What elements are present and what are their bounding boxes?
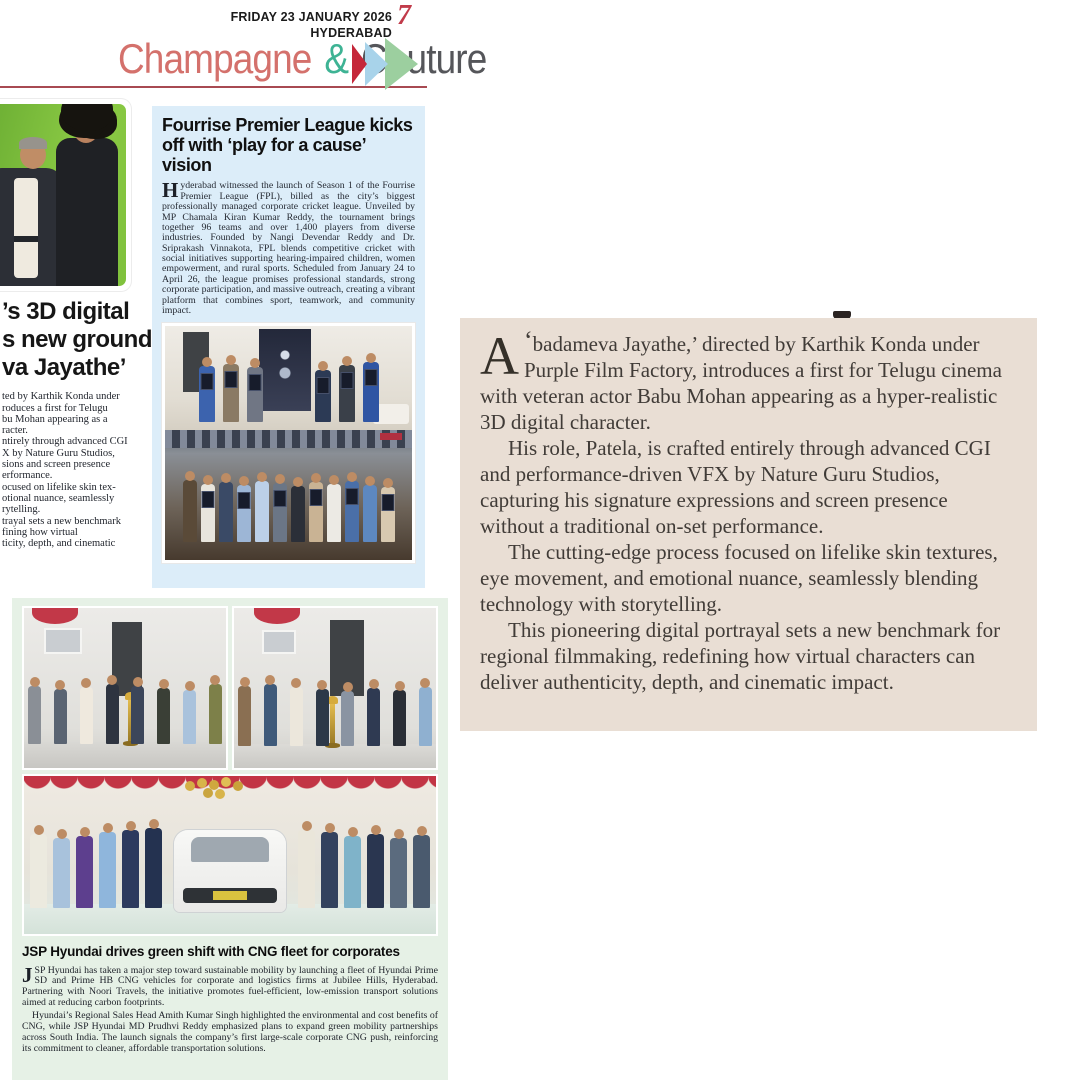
article-body: Hyderabad witnessed the launch of Season 1 of the Fourrise Premier League (FPL), billed as the city’s biggest professionally managed corporate cricket league. Unveiled by MP Chamala Kiran Kumar Reddy, the tournament brings together 96 teams and over 1,400 players from diverse industries. Founded by Nangi Devendar Reddy and Dr. Sriprakash Vinnakota, FPL blends competitive cricket with social initiatives supporting hearing-impaired children, women empowerment, and rural sports. Scheduled from January 24 to April 26, the league promises professional standards, strong corporate participation, and massive outreach, creating a vibrant platform that combines sport, teamwork, and community impact. xyxy=(162,178,415,316)
arrow-blue-icon xyxy=(365,42,388,86)
person-figure xyxy=(327,484,341,542)
feature-paragraph-1: ‘ A badameva Jayathe,’ directed by Karthik Konda under Purple Film Factory, introduces a first for Telugu cinema with veteran actor Babu Mohan appearing as a hyper-realistic 3D digital character. xyxy=(480,326,1002,434)
person-figure xyxy=(309,482,323,542)
date-line: FRIDAY 23 JANUARY 2026 xyxy=(230,10,392,24)
photo-green-screen xyxy=(0,99,131,291)
windshield xyxy=(191,837,269,862)
photo-row xyxy=(22,606,438,770)
poster xyxy=(274,491,285,506)
poster xyxy=(310,490,321,505)
poster xyxy=(346,489,357,504)
article-hyundai xyxy=(12,598,448,1080)
person-figure xyxy=(321,832,338,908)
poster xyxy=(201,374,212,389)
person-figure xyxy=(247,367,263,422)
person-figure xyxy=(201,484,215,542)
drape-scallops xyxy=(24,776,436,794)
dropcap: H xyxy=(162,178,179,203)
person-figure xyxy=(145,828,162,908)
poster xyxy=(238,493,249,508)
person-figure xyxy=(273,483,287,542)
person-figure xyxy=(390,838,407,908)
person-figure xyxy=(315,370,331,422)
person-figure xyxy=(419,687,432,746)
photo-green-screen-content xyxy=(0,104,126,286)
article-body-p2: Hyundai’s Regional Sales Head Amith Kumar Singh highlighted the environmental and cost benefits of CNG, while JSP Hyundai MD Prudhvi Reddy emphasized plans to expand green mobility partnerships across South India. The launch signals the company’s first large-scale corporate CNG push, reinforcing its commitment to cleaner, affordable transportation solutions. xyxy=(22,1010,438,1055)
curly-hair xyxy=(61,104,113,131)
drape xyxy=(32,606,78,624)
photo-showroom-left xyxy=(22,606,228,770)
person-figure xyxy=(363,362,379,422)
poster xyxy=(249,375,260,390)
person-figure xyxy=(290,687,303,746)
poster xyxy=(317,378,328,393)
wall-art xyxy=(264,632,294,652)
person-figure xyxy=(131,686,144,744)
person-figure xyxy=(106,684,119,744)
article-headline: Fourrise Premier League kicks off with ‘play for a cause’ vision xyxy=(162,115,413,176)
photo-car-launch xyxy=(22,774,438,936)
dropcap: A xyxy=(480,326,519,386)
arrow-red-icon xyxy=(352,44,367,84)
person-figure xyxy=(341,691,354,746)
photo-fpl-launch xyxy=(162,323,415,563)
person-figure xyxy=(363,485,377,542)
person-figure xyxy=(219,482,233,542)
cropped-headline: ’s 3D digital s new ground va Jayathe’ xyxy=(2,298,152,382)
poster xyxy=(225,372,236,387)
article-fourrise xyxy=(152,106,425,588)
person-figure xyxy=(30,834,47,908)
person-figure xyxy=(0,168,64,286)
person-figure xyxy=(28,686,41,744)
person-figure xyxy=(339,365,355,422)
person-figure xyxy=(183,690,196,744)
masthead-arrows-icon xyxy=(352,40,432,92)
person-figure xyxy=(199,366,215,422)
wall-art xyxy=(46,630,80,652)
person-figure xyxy=(54,689,67,744)
article-feature xyxy=(460,318,1037,731)
masthead-word2: Couture xyxy=(361,35,487,82)
masthead-word1: Champagne xyxy=(118,35,312,82)
person-figure xyxy=(122,830,139,908)
arrow-green-icon xyxy=(385,38,418,90)
person-figure xyxy=(183,480,197,542)
photo-fpl-bottom xyxy=(165,430,412,560)
feature-paragraphs: His role, Patela, is crafted entirely through advanced CGI and performance-driven VFX by Nature Guru Studios, capturing his signature expressions and screen presence without a traditional on-set performance. The cutting-edge process focused on lifelike skin textures, eye movement, and emotional nuance, seamlessly blending technology with storytelling. This pioneering digital portrayal sets a new benchmark for regional filmmaking, redefining how virtual characters can deliver authenticity, depth, and cinematic impact. xyxy=(480,436,1001,694)
person-figure xyxy=(99,832,116,908)
lead-quote: ‘ xyxy=(524,326,533,355)
person-figure xyxy=(157,688,170,744)
person-figure xyxy=(76,836,93,908)
city-line: HYDERABAD xyxy=(310,26,392,41)
person-figure xyxy=(381,487,395,542)
floor xyxy=(24,742,226,768)
poster xyxy=(365,370,376,385)
photo-showroom-right xyxy=(232,606,438,770)
article-left-cropped xyxy=(0,298,150,549)
person-figure xyxy=(255,481,269,542)
person-figure xyxy=(291,486,305,542)
person-figure xyxy=(345,481,359,542)
person-figure xyxy=(80,687,93,744)
header-rule xyxy=(0,86,427,88)
person-figure xyxy=(298,830,315,908)
person-figure xyxy=(53,838,70,908)
shirt xyxy=(14,178,38,278)
photo-fpl-top xyxy=(165,326,412,430)
person-figure xyxy=(223,364,239,422)
person-figure xyxy=(316,689,329,746)
masthead-ampersand: & xyxy=(324,35,349,82)
poster xyxy=(341,373,352,388)
dropcap: J xyxy=(22,962,33,987)
poster xyxy=(382,495,393,510)
drape xyxy=(254,606,300,624)
person-figure xyxy=(209,684,222,744)
person-figure xyxy=(344,836,361,908)
article-body-p1: JSP Hyundai has taken a major step toward sustainable mobility by launching a fleet of Hyundai Prime SD and Prime HB CNG vehicles for corporate and logistics firms at Jubilee Hills, Hyderabad. Partnering with Noori Travels, the initiative promotes fuel-efficient, low-emission transport solutions aimed at reducing carbon footprints. xyxy=(22,962,438,1009)
number-plate xyxy=(213,891,247,900)
person-figure xyxy=(56,138,118,286)
hyundai-car xyxy=(174,830,286,912)
poster xyxy=(202,492,213,507)
person-figure xyxy=(237,485,251,542)
person-figure xyxy=(413,835,430,908)
person-figure xyxy=(264,684,277,746)
person-figure xyxy=(393,690,406,746)
backdrop-banner xyxy=(165,430,412,448)
person-figure xyxy=(238,686,251,746)
cropped-body: ted by Karthik Konda under roduces a first for Telugu bu Mohan appearing as a racter. ntirely through advanced CGI X by Nature Guru Studios, sions and screen presence erformance. ocused on lifelike skin tex- otional nuance, seamlessly rytelling. trayal sets a new benchmark fining how virtual ticity, depth, and cinematic xyxy=(2,391,128,550)
page-number: 7 xyxy=(397,0,411,31)
red-logo xyxy=(380,433,402,440)
person-figure xyxy=(367,834,384,908)
article-headline: JSP Hyundai drives green shift with CNG fleet for corporates xyxy=(22,944,400,959)
person-figure xyxy=(367,688,380,746)
balloons xyxy=(197,778,207,788)
